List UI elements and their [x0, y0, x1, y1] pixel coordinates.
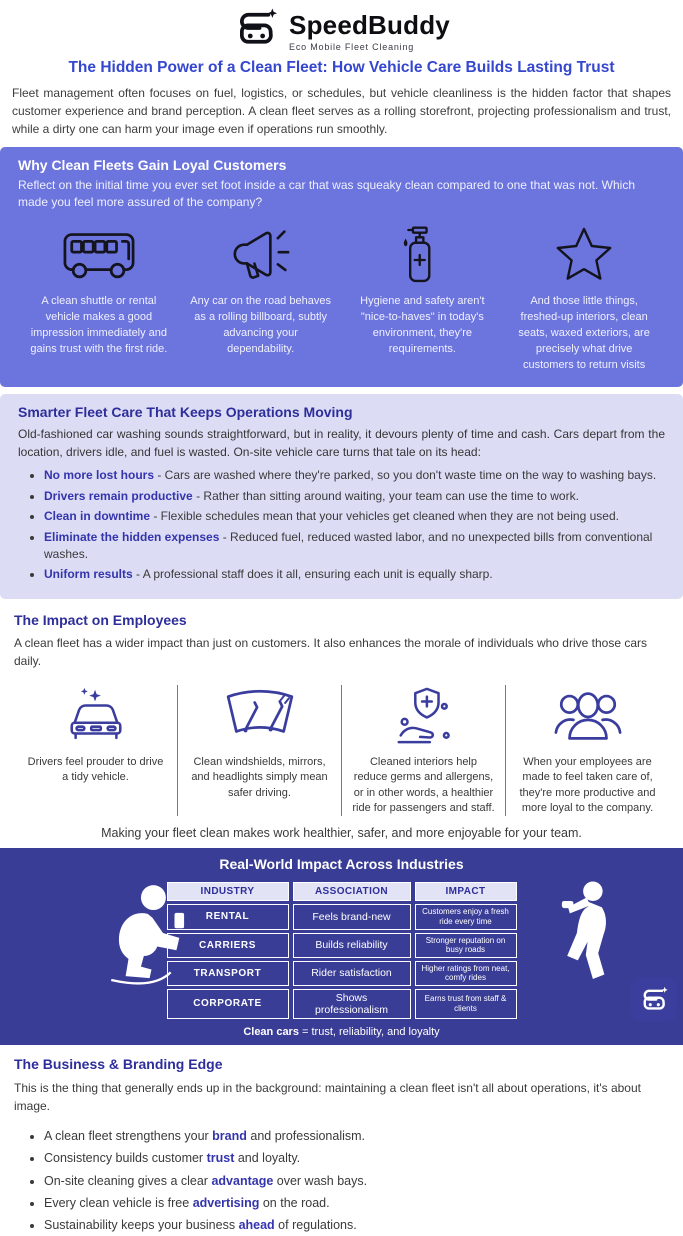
bullet-item: • Drivers remain productive - Rather than sitting around waiting, your team can use the time to work. — [44, 488, 665, 505]
industries-footer: Clean cars = trust, reliability, and loyalty — [243, 1025, 440, 1038]
team-icon — [553, 685, 623, 747]
industries-section — [0, 848, 683, 1045]
kneeling-cleaner-silhouette-icon — [94, 878, 186, 995]
smarter-section — [0, 394, 683, 598]
employees-icon-row — [14, 685, 669, 817]
smarter-bullet-list — [44, 467, 665, 583]
industries-heading: Real-World Impact Across Industries — [219, 856, 464, 873]
why-item-hygiene — [342, 225, 504, 374]
why-caption: Hygiene and safety aren't "nice-to-haves" in today's environment, they're requirements. — [360, 294, 485, 355]
col-industry: INDUSTRY — [167, 882, 289, 901]
page-title: The Hidden Power of a Clean Fleet: How Vehicle Care Builds Lasting Trust — [68, 59, 615, 76]
smarter-body: Old-fashioned car washing sounds straightforward, but in reality, it devours plenty of time and cash. Cars depart from the location, drivers idle, and fuel is wasted. On-site vehicle care turns that tale on its head: — [18, 427, 665, 460]
employees-body: A clean fleet has a wider impact than just on customers. It also enhances the morale of individuals who drive those cars daily. — [14, 635, 647, 668]
why-item-billboard — [180, 225, 342, 374]
bullet-item: • Consistency builds customer trust and loyalty. — [44, 1149, 669, 1168]
bullet-item: • Eliminate the hidden expenses - Reduced fuel, reduced wasted labor, and no unexpected bills from conventional washes. — [44, 529, 665, 564]
star-icon — [554, 225, 614, 285]
why-item-shuttle — [18, 225, 180, 374]
employees-item-health — [341, 685, 505, 817]
table-row: RENTAL Feels brand-new Customers enjoy a fresh ride every time — [167, 904, 517, 929]
why-section — [0, 147, 683, 387]
employees-caption: Clean windshields, mirrors, and headlights simply mean safer driving. — [191, 755, 328, 799]
brand-tagline: Eco Mobile Fleet Cleaning — [289, 41, 415, 52]
branding-section — [0, 1045, 683, 1236]
col-association: ASSOCIATION — [293, 882, 411, 901]
employees-item-loyalty — [505, 685, 669, 817]
header — [0, 0, 683, 54]
industries-table — [163, 879, 521, 1022]
bullet-item: • On-site cleaning gives a clear advantage over wash bays. — [44, 1172, 669, 1191]
employees-caption: Cleaned interiors help reduce germs and allergens, or in other words, a healthier ride for passengers and staff. — [352, 755, 495, 814]
clean-car-icon — [63, 685, 129, 747]
employees-item-safety — [177, 685, 341, 817]
branding-heading: The Business & Branding Edge — [14, 1055, 223, 1072]
smarter-heading: Smarter Fleet Care That Keeps Operations Moving — [18, 404, 353, 421]
employees-footer: Making your fleet clean makes work healthier, safer, and more enjoyable for your team. — [101, 826, 582, 841]
bus-icon — [62, 225, 136, 285]
branding-body: This is the thing that generally ends up in the background: maintaining a clean fleet isn't all about operations, it's about image. — [14, 1080, 641, 1113]
walking-cleaner-silhouette-icon — [561, 876, 623, 993]
why-caption: Any car on the road behaves as a rolling billboard, subtly advancing your dependability. — [190, 294, 331, 355]
bullet-item: • Every clean vehicle is free advertising on the road. — [44, 1194, 669, 1213]
employees-section — [0, 599, 683, 841]
branding-bullet-list — [44, 1127, 669, 1236]
why-caption: And those little things, freshed-up interiors, clean seats, waxed exteriors, are precisely what drive customers to return visits — [518, 294, 650, 371]
employees-heading: The Impact on Employees — [14, 611, 187, 628]
employees-caption: When your employees are made to feel taken care of, they're more productive and more loyal to the company. — [519, 755, 656, 814]
bullet-item: • Clean in downtime - Flexible schedules mean that your vehicles get cleaned when they are not being used. — [44, 508, 665, 525]
why-heading: Why Clean Fleets Gain Loyal Customers — [18, 157, 287, 173]
employees-caption: Drivers feel prouder to drive a tidy vehicle. — [27, 755, 164, 784]
bullet-item: • Uniform results - A professional staff does it all, ensuring each unit is equally sharp. — [44, 566, 665, 583]
megaphone-icon — [230, 225, 292, 285]
table-header-row — [167, 882, 517, 901]
speedbuddy-badge — [631, 977, 677, 1021]
table-row: CARRIERS Builds reliability Stronger reputation on busy roads — [167, 933, 517, 958]
why-item-star — [503, 225, 665, 374]
speedbuddy-logo-icon — [233, 7, 279, 54]
shield-hand-icon — [393, 685, 455, 747]
col-impact: IMPACT — [415, 882, 517, 901]
why-caption: A clean shuttle or rental vehicle makes a good impression immediately and gains trust with the first ride. — [30, 294, 168, 355]
bullet-item: • A clean fleet strengthens your brand and professionalism. — [44, 1127, 669, 1146]
bullet-item: • No more lost hours - Cars are washed where they're parked, so you don't waste time on the way to washing bays. — [44, 467, 665, 484]
why-body: Reflect on the initial time you ever set foot inside a car that was squeaky clean compared to one that was not. Which made you feel more assured of the company? — [18, 178, 635, 210]
employees-item-pride — [14, 685, 177, 817]
table-row: TRANSPORT Rider satisfaction Higher ratings from neat, comfy rides — [167, 961, 517, 986]
sanitizer-icon — [402, 225, 442, 285]
intro-paragraph: Fleet management often focuses on fuel, logistics, or schedules, but vehicle cleanliness is the hidden factor that shapes customer experience and brand perception. A clean fleet serves as a rolling storefront, projecting professionalism and trust, while a dirty one can harm your image even if operations run smoothly. — [12, 86, 671, 136]
bullet-item: • Sustainability keeps your business ahead of regulations. — [44, 1216, 669, 1235]
speedbuddy-badge-icon — [639, 986, 669, 1013]
table-row: CORPORATE Shows professionalism Earns trust from staff & clients — [167, 989, 517, 1019]
windshield-icon — [219, 685, 301, 747]
brand-name: SpeedBuddy — [289, 9, 450, 40]
why-icon-row — [18, 225, 665, 374]
